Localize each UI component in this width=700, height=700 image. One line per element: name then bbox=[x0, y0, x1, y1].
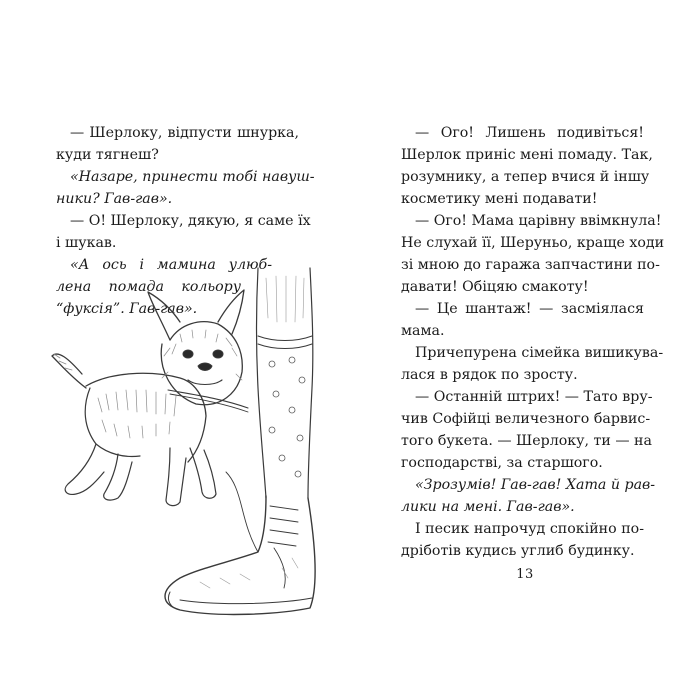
text-line: лена помада кольору bbox=[56, 279, 241, 295]
text-line: Не слухай її, Шеруньо, краще ходи bbox=[401, 235, 665, 251]
text-line: — Шерлоку, відпусти шнурка, bbox=[70, 125, 299, 141]
text-line: — Ого! Мама царівну ввімкнула! bbox=[415, 213, 662, 229]
text-line: і шукав. bbox=[56, 235, 117, 251]
text-line: зі мною до гаража запчастини по- bbox=[401, 257, 660, 273]
leg-icon bbox=[257, 268, 313, 498]
text-line: «Зрозумів! Гав-гав! Хата й рав- bbox=[415, 477, 656, 493]
text-line: — О! Шерлоку, дякую, я саме їх bbox=[70, 213, 311, 229]
right-page bbox=[350, 0, 700, 700]
text-line: “фуксія”. Гав-гав». bbox=[56, 301, 198, 317]
text-line: чив Софійці величезного барвис- bbox=[401, 411, 651, 427]
dog-icon bbox=[52, 290, 248, 506]
text-line: ники? Гав-гав». bbox=[56, 191, 173, 207]
dog-with-lipstick-illustration bbox=[20, 248, 350, 668]
text-line: розумнику, а тепер вчися й іншу bbox=[401, 169, 650, 185]
text-line: господарстві, за старшого. bbox=[401, 455, 603, 471]
text-line: того букета. — Шерлоку, ти — на bbox=[401, 433, 652, 449]
right-text-column bbox=[401, 122, 665, 562]
text-line: давати! Обіцяю смакоту! bbox=[401, 279, 589, 295]
text-line: Причепурена сімейка вишикува- bbox=[415, 345, 664, 361]
text-line: — Останній штрих! — Тато вру- bbox=[415, 389, 653, 405]
text-line: лики на мені. Гав-гав». bbox=[401, 499, 575, 515]
page-number: 13 bbox=[516, 567, 534, 582]
text-line: «А ось і мамина улюб- bbox=[70, 257, 272, 273]
text-line: — Ого! Лишень подивіться! bbox=[415, 125, 644, 141]
text-line: І песик напрочуд спокійно по- bbox=[415, 521, 644, 537]
text-line: лася в рядок по зросту. bbox=[401, 367, 578, 383]
text-line: косметику мені подавати! bbox=[401, 191, 598, 207]
text-line: «Назаре, принести тобі навуш- bbox=[70, 169, 315, 185]
text-line: — Це шантаж! — засміялася bbox=[415, 301, 644, 317]
text-line: куди тягнеш? bbox=[56, 147, 159, 163]
boot-icon bbox=[165, 472, 315, 614]
text-line: мама. bbox=[401, 323, 445, 339]
text-line: Шерлок приніс мені помаду. Так, bbox=[401, 147, 653, 163]
text-line: дріботів кудись углиб будинку. bbox=[401, 543, 635, 559]
